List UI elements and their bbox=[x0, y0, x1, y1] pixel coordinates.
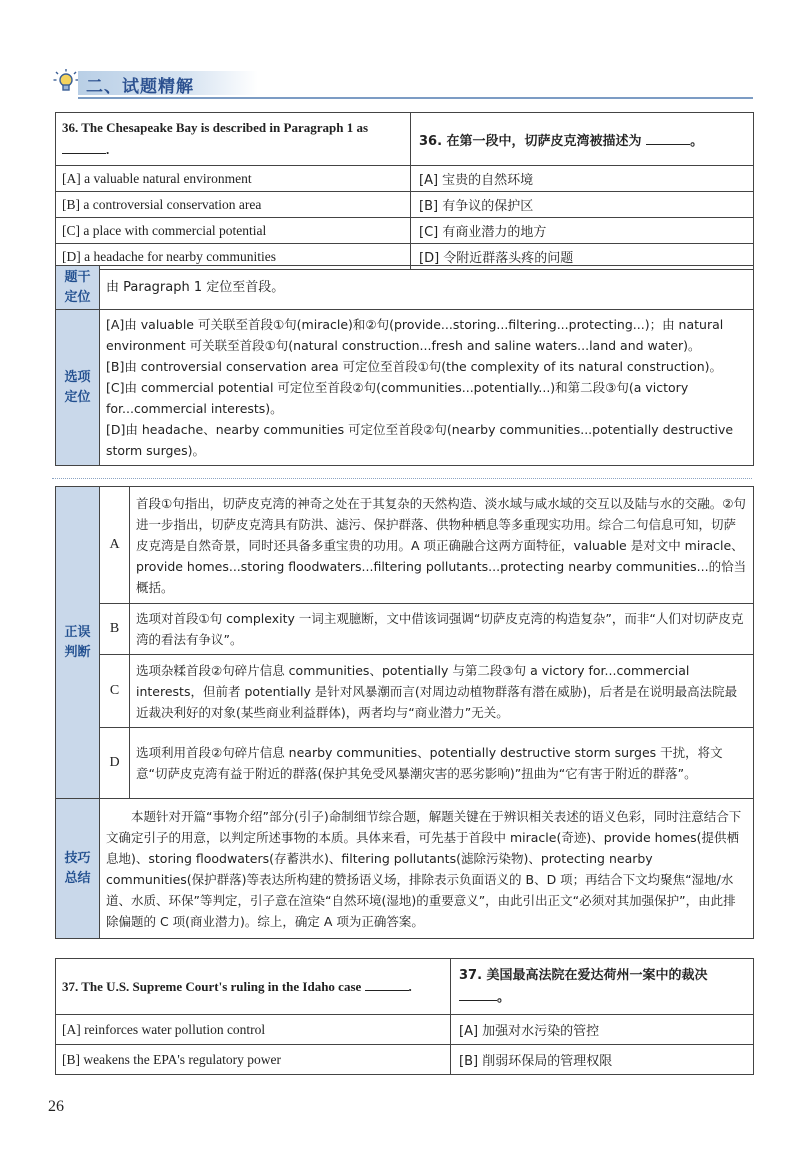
answer-blank bbox=[365, 990, 409, 991]
option-locate-body bbox=[100, 310, 754, 466]
judgement-text: 选项对首段①句 complexity 一词主观臆断，文中借该词强调“切萨皮克湾的构造复杂”，而非“人们对切萨皮克湾的看法有争议”。 bbox=[130, 604, 754, 655]
option-en: [B] a controversial conservation area bbox=[56, 192, 411, 218]
judgement-row bbox=[56, 728, 754, 799]
stem-locate-label-text: 题干定位 bbox=[64, 269, 91, 305]
option-locate-label bbox=[56, 310, 100, 466]
header-rule bbox=[78, 97, 753, 99]
tips-text: 本题针对开篇“事物介绍”部分(引子)命制细节综合题，解题关键在于辨识相关表述的语义色彩，同时注意结合下文确定引子的用意，以判定所述事物的本质。具体来看，可先基于首段中 miracle(奇迹)、provide homes(提供栖息地)、storing floodwaters(存蓄洪水)、filtering pollutants(滤除污染物)、protecting nearby communities(保护群落)等表达所构建的赞扬语义场，排除表示负面语义的 B、D 项；再结合下文均聚焦“湿地/水道、水质、环保”等判定，引子意在渲染“自然环境(湿地)的重要意义”，由此引出正文“必须对其加强保护”，由此排除偏题的 C 项(商业潜力)。综上，确定 A 项为正确答案。 bbox=[100, 799, 754, 939]
option-zh: [A] 宝贵的自然环境 bbox=[411, 166, 754, 192]
option-zh: [A] 加强对水污染的管控 bbox=[451, 1015, 754, 1045]
option-en: [A] a valuable natural environment bbox=[56, 166, 411, 192]
answer-blank bbox=[62, 153, 106, 154]
option-row bbox=[56, 192, 754, 218]
lightbulb-icon bbox=[52, 68, 80, 96]
section-title: 二、试题精解 bbox=[86, 77, 194, 97]
q37-stem-en bbox=[56, 959, 451, 1015]
tips-row bbox=[56, 799, 754, 939]
option-locate-line: [C]由 commercial potential 可定位至首段②句(communities...potentially...)和第二段③句(a victory for...commercial interests)。 bbox=[106, 380, 689, 416]
q37-stem-zh bbox=[451, 959, 754, 1015]
tips-label bbox=[56, 799, 100, 939]
option-zh: [C] 有商业潜力的地方 bbox=[411, 218, 754, 244]
q36-stem-zh-end: 。 bbox=[690, 133, 704, 149]
q36-stem-row bbox=[56, 113, 754, 166]
option-locate-line: [A]由 valuable 可关联至首段①句(miracle)和②句(provide...storing...filtering...protecting...)；由 natural environment 可关联至首段①句(natural construction...fresh and saline waters...land and water)。 bbox=[106, 317, 724, 353]
stem-locate-label bbox=[56, 266, 100, 310]
option-row bbox=[56, 1015, 754, 1045]
option-locate-row bbox=[56, 310, 754, 466]
q37-stem-row bbox=[56, 959, 754, 1015]
option-en: [C] a place with commercial potential bbox=[56, 218, 411, 244]
answer-blank bbox=[646, 144, 690, 145]
judgement-letter: A bbox=[100, 487, 130, 604]
judgement-row bbox=[56, 487, 754, 604]
stem-locate-text: 由 Paragraph 1 定位至首段。 bbox=[100, 266, 754, 310]
judgement-letter: C bbox=[100, 655, 130, 728]
option-zh: [D] 令附近群落头疼的问题 bbox=[411, 244, 754, 270]
tips-label-text: 技巧总结 bbox=[64, 850, 91, 886]
judgement-letter: D bbox=[100, 728, 130, 799]
option-en: [A] reinforces water pollution control bbox=[56, 1015, 451, 1045]
stem-locate-row bbox=[56, 266, 754, 310]
judgement-label-text: 正误判断 bbox=[64, 624, 91, 660]
option-row bbox=[56, 218, 754, 244]
option-locate-label-text: 选项定位 bbox=[64, 369, 91, 405]
q37-stem-zh-text: 37. 美国最高法院在爱达荷州一案中的裁决 bbox=[459, 967, 708, 983]
q36-locate-table bbox=[55, 265, 754, 466]
judgement-text: 选项杂糅首段②句碎片信息 communities、potentially 与第二段③句 a victory for...commercial interests，但前者 potentially 是针对风暴潮而言(对周边动植物群落有潜在威胁)，后者是在说明最高法院最近裁决利好的对象(某些商业利益群体)，两者均与“商业潜力”无关。 bbox=[130, 655, 754, 728]
q36-stem-en bbox=[56, 113, 411, 166]
q37-stem-zh-end: 。 bbox=[497, 989, 511, 1005]
judgement-text: 选项利用首段②句碎片信息 nearby communities、potentially destructive storm surges 干扰，将文意“切萨皮克湾有益于附近的群落(保护其免受风暴潮灾害的恶劣影响)”扭曲为“它有害于附近的群落”。 bbox=[130, 728, 754, 799]
q36-stem-en-end: . bbox=[106, 142, 110, 157]
q36-analysis-table bbox=[55, 486, 754, 939]
section-divider bbox=[52, 478, 752, 479]
section-header bbox=[48, 68, 753, 98]
option-zh: [B] 有争议的保护区 bbox=[411, 192, 754, 218]
judgement-letter: B bbox=[100, 604, 130, 655]
option-zh: [B] 削弱环保局的管理权限 bbox=[451, 1045, 754, 1075]
option-row bbox=[56, 166, 754, 192]
option-en: [D] a headache for nearby communities bbox=[56, 244, 411, 270]
q37-stem-en-end: . bbox=[408, 978, 412, 994]
judgement-row bbox=[56, 604, 754, 655]
q37-stem-en-text: 37. The U.S. Supreme Court's ruling in the Idaho case bbox=[62, 978, 362, 994]
q36-stem-zh-text: 36. 在第一段中，切萨皮克湾被描述为 bbox=[419, 133, 642, 149]
option-locate-line: [B]由 controversial conservation area 可定位至首段①句(the complexity of its natural construction)。 bbox=[106, 359, 723, 374]
q36-stem-zh bbox=[411, 113, 754, 166]
judgement-label bbox=[56, 487, 100, 799]
judgement-text: 首段①句指出，切萨皮克湾的神奇之处在于其复杂的天然构造、淡水域与咸水域的交互以及陆与水的交融。②句进一步指出，切萨皮克湾具有防洪、滤污、保护群落、供物种栖息等多重现实功用。综合二句信息可知，切萨皮克湾是自然奇景，同时还具备多重宝贵的功用。A 项正确融合这两方面特征，valuable 是对文中 miracle、provide homes...storing floodwaters...filtering pollutants...protecting nearby communities...的恰当概括。 bbox=[130, 487, 754, 604]
q37-options-table bbox=[55, 958, 754, 1075]
option-en: [B] weakens the EPA's regulatory power bbox=[56, 1045, 451, 1075]
option-locate-line: [D]由 headache、nearby communities 可定位至首段②句(nearby communities...potentially destructive storm surges)。 bbox=[106, 422, 734, 458]
judgement-row bbox=[56, 655, 754, 728]
q36-stem-en-text: 36. The Chesapeake Bay is described in Paragraph 1 as bbox=[62, 120, 369, 135]
answer-blank bbox=[459, 1000, 497, 1001]
q36-options-table bbox=[55, 112, 754, 270]
page-number: 26 bbox=[48, 1098, 64, 1115]
option-row bbox=[56, 1045, 754, 1075]
